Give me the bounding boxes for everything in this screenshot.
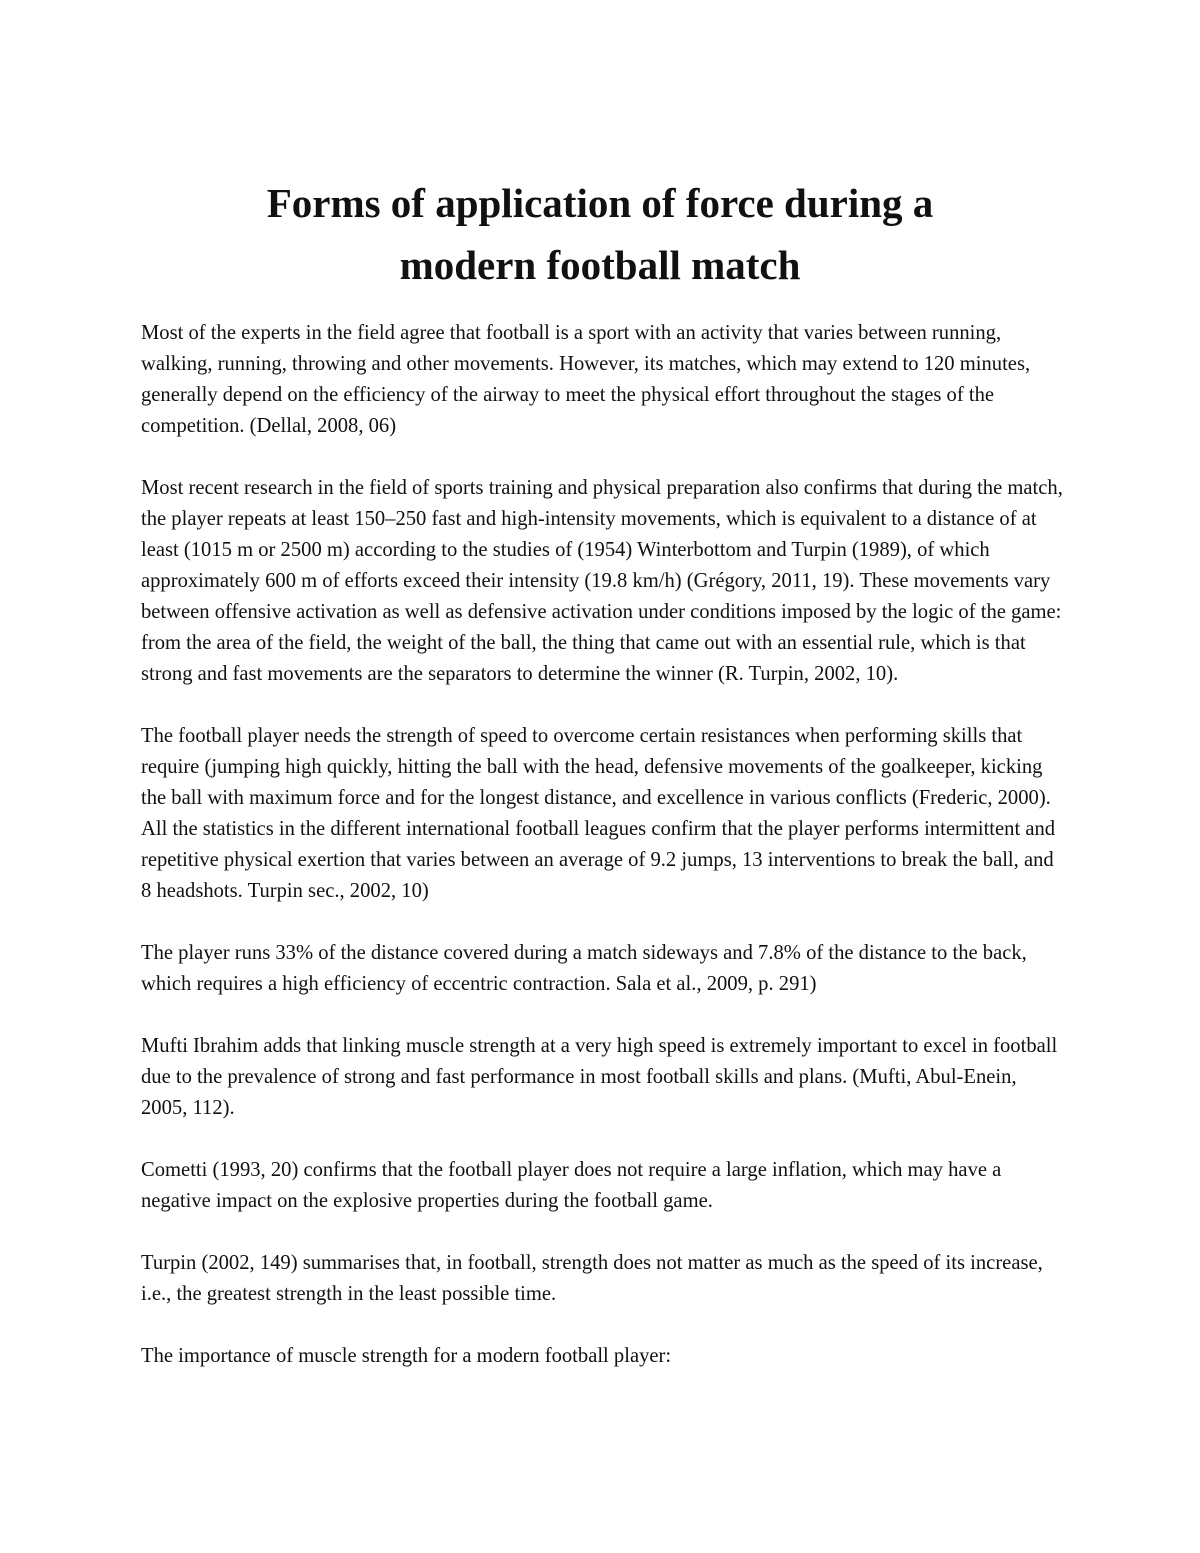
title-line-2: modern football match [399,242,801,288]
paragraph-5: Mufti Ibrahim adds that linking muscle strength at a very high speed is extremely important to excel in football due to the prevalence of strong and fast performance in most football skills and plans. (Mufti, Abul-Enein, 2005, 112). [141,1035,1058,1119]
document-title [0,172,1200,296]
paragraph-4: The player runs 33% of the distance covered during a match sideways and 7.8% of the distance to the back, which requires a high efficiency of eccentric contraction. Sala et al., 2009, p. 291) [141,942,1027,995]
paragraph-1: Most of the experts in the field agree that football is a sport with an activity that varies between running, walking, running, throwing and other movements. However, its matches, which may extend to 120 minutes, generally depend on the efficiency of the airway to meet the physical effort throughout the stages of the competition. (Dellal, 2008, 06) [141,322,1031,437]
paragraph-7: Turpin (2002, 149) summarises that, in football, strength does not matter as much as the speed of its increase, i.e., the greatest strength in the least possible time. [141,1252,1043,1305]
title-line-1: Forms of application of force during a [266,180,934,226]
document-body [141,318,1066,1403]
paragraph-8: The importance of muscle strength for a modern football player: [141,1345,672,1367]
paragraph-6: Cometti (1993, 20) confirms that the football player does not require a large inflation, which may have a negative impact on the explosive properties during the football game. [141,1159,1002,1212]
paragraph-3: The football player needs the strength of speed to overcome certain resistances when performing skills that require (jumping high quickly, hitting the ball with the head, defensive movements of the goalkeeper, kicking the ball with maximum force and for the longest distance, and excellence in various conflicts (Frederic, 2000). All the statistics in the different international football leagues confirm that the player performs intermittent and repetitive physical exertion that varies between an average of 9.2 jumps, 13 interventions to break the ball, and 8 headshots. Turpin sec., 2002, 10) [141,725,1056,902]
paragraph-2: Most recent research in the field of sports training and physical preparation also confirms that during the match, the player repeats at least 150–250 fast and high-intensity movements, which is equivalent to a distance of at least (1015 m or 2500 m) according to the studies of (1954) Winterbottom and Turpin (1989), of which approximately 600 m of efforts exceed their intensity (19.8 km/h) (Grégory, 2011, 19). These movements vary between offensive activation as well as defensive activation under conditions imposed by the logic of the game: from the area of the field, the weight of the ball, the thing that came out with an essential rule, which is that strong and fast movements are the separators to determine the winner (R. Turpin, 2002, 10). [141,477,1063,685]
